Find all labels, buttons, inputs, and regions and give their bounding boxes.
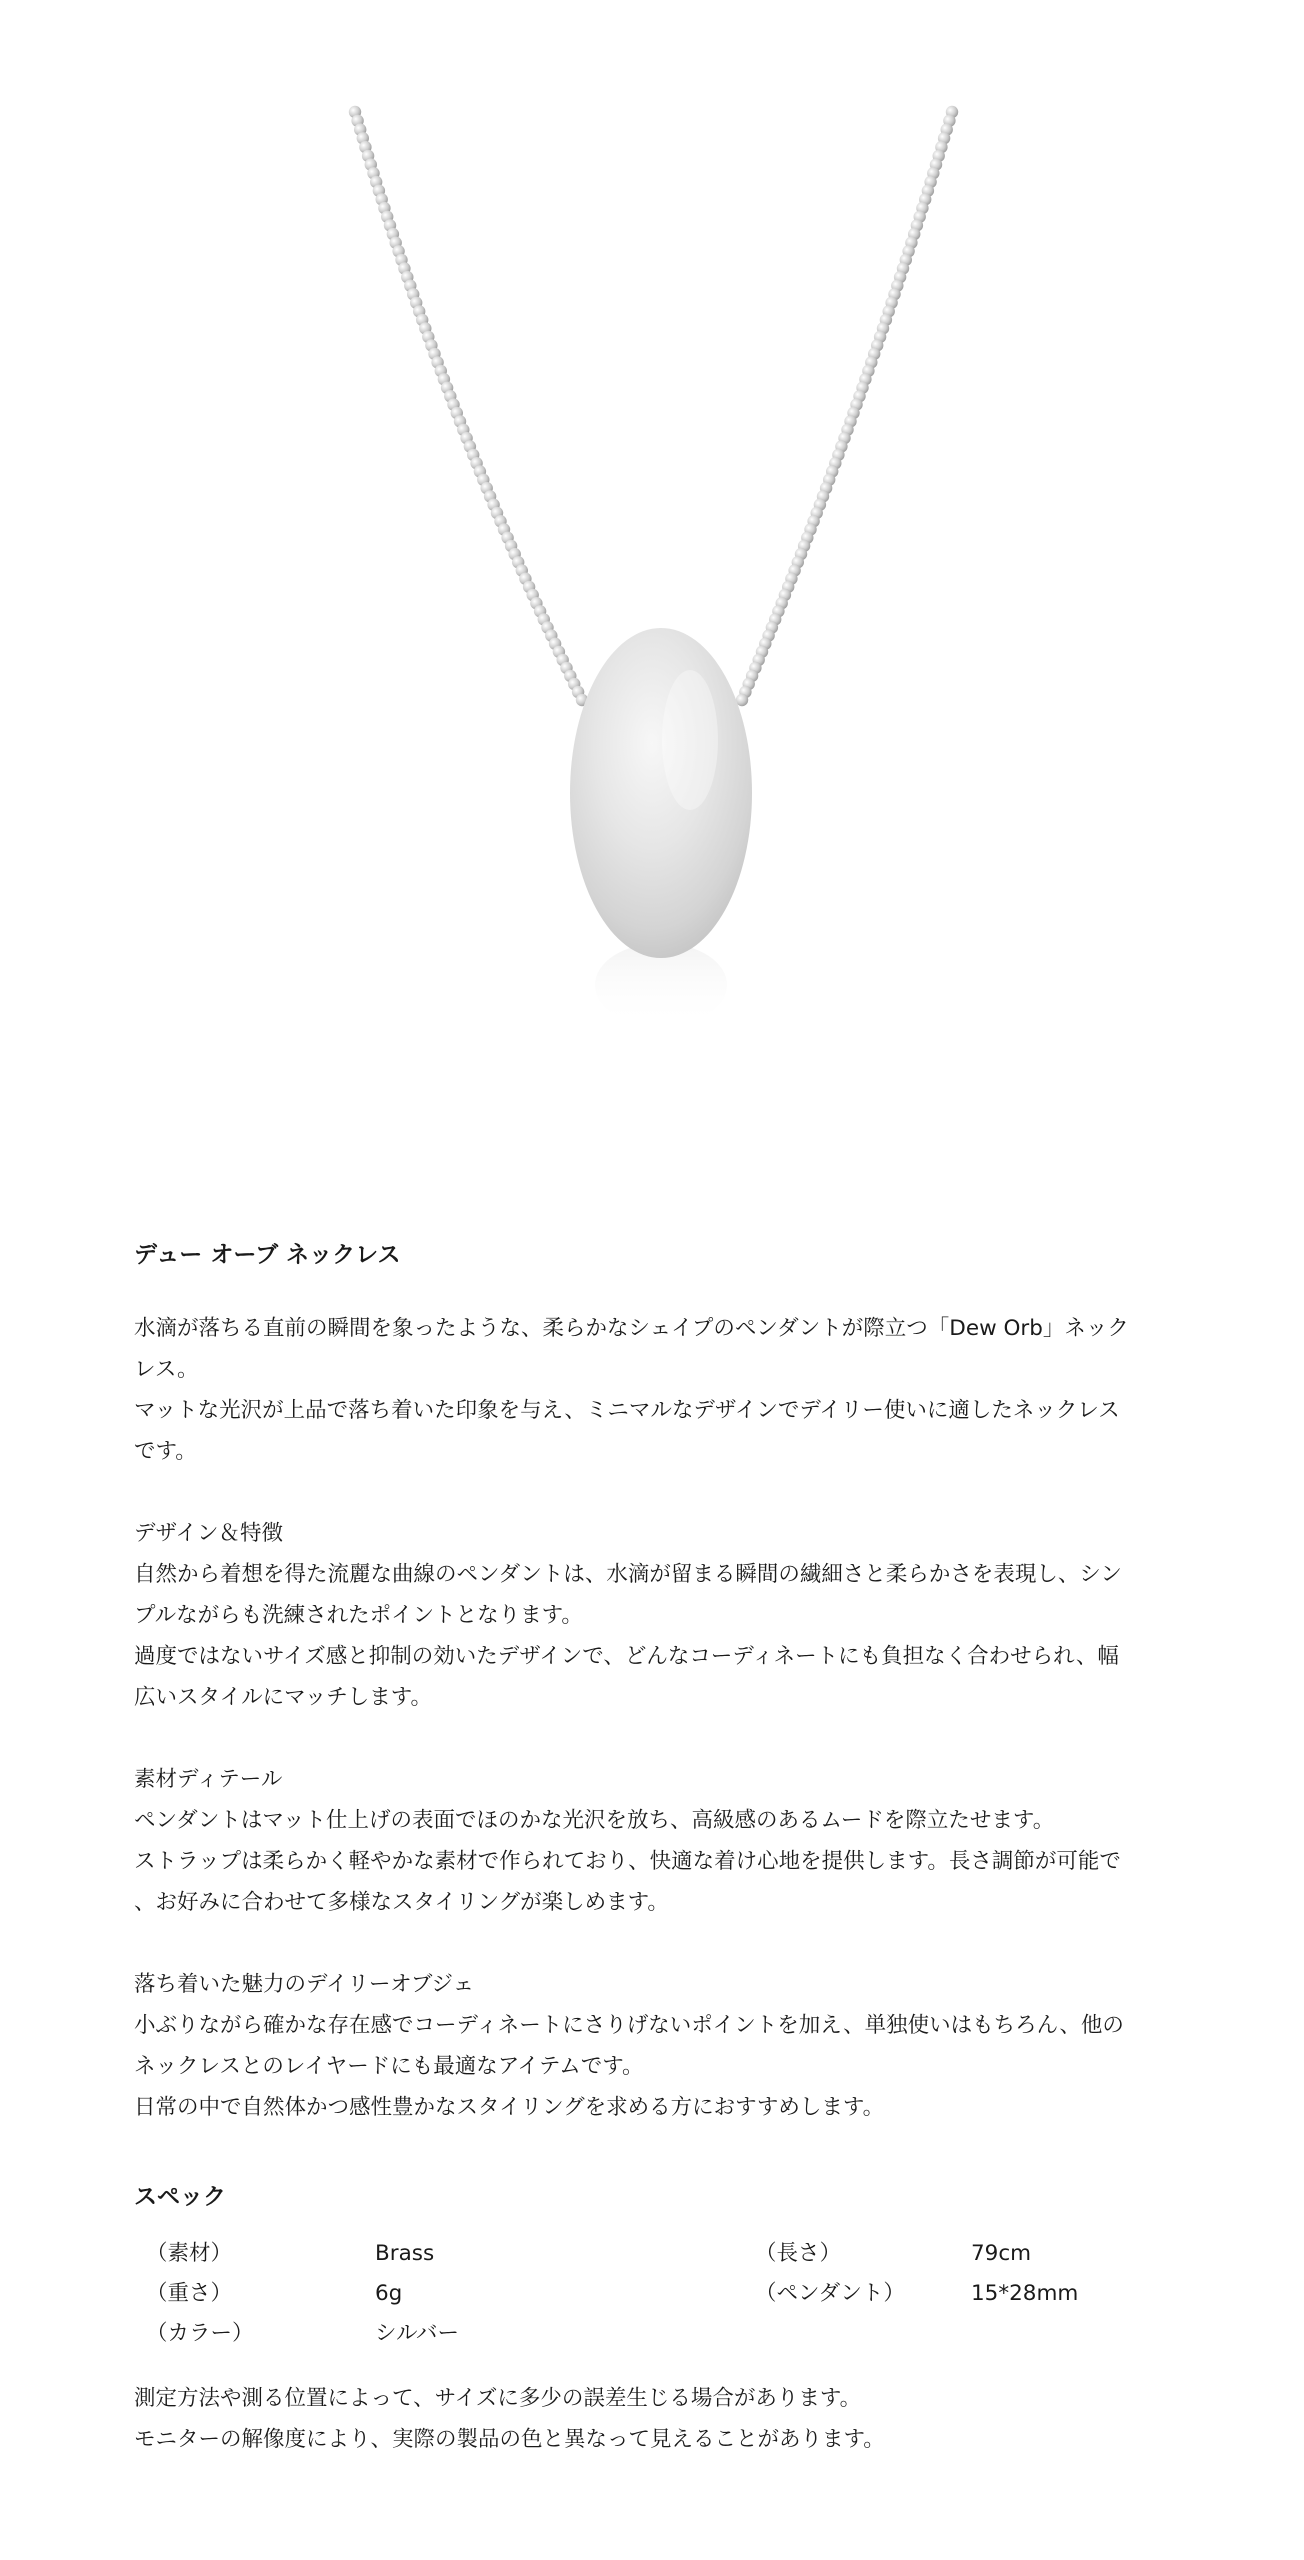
intro-paragraph [134,1308,1179,1472]
intro-line: です。 [134,1439,197,1464]
spec-value: 6g [375,2281,403,2306]
spec-label: （長さ） [755,2241,842,2266]
spec-title: スペック [134,2184,226,2210]
section-line: ペンダントはマット仕上げの表面でほのかな光沢を放ち、高級感のあるムードを際立たせます。 [134,1808,1055,1833]
product-photo [0,0,1304,1180]
spec-label: （ペンダント） [755,2281,905,2306]
product-title: デュー オーブ ネックレス [134,1242,401,1268]
spec-label: （素材） [146,2241,233,2266]
note-line: 測定方法や測る位置によって、サイズに多少の誤差生じる場合があります。 [134,2386,862,2411]
necklace-image [0,0,1304,1180]
product-description [134,1238,1179,2460]
section-heading: デザイン＆特徴 [134,1521,283,1546]
section-heading: 素材ディテール [134,1767,283,1792]
section-line: 自然から着想を得た流麗な曲線のペンダントは、水滴が留まる瞬間の繊細さと柔らかさを表現し、シン [134,1562,1122,1587]
section-line: プルながらも洗練されたポイントとなります。 [134,1603,583,1628]
section-line: ネックレスとのレイヤードにも最適なアイテムです。 [134,2054,644,2079]
section-line: 、お好みに合わせて多様なスタイリングが楽しめます。 [134,1890,669,1915]
intro-line: 水滴が落ちる直前の瞬間を象ったような、柔らかなシェイプのペンダントが際立つ「Dew Orb」ネック [134,1316,1129,1341]
section-line: 日常の中で自然体かつ感性豊かなスタイリングを求める方におすすめします。 [134,2095,885,2120]
section-heading: 落ち着いた魅力のデイリーオブジェ [134,1972,475,1997]
spec-label: （重さ） [146,2281,233,2306]
section-design [134,1513,1179,1718]
spec-value: シルバー [375,2321,459,2346]
section-line: 小ぶりながら確かな存在感でコーディネートにさりげないポイントを加え、単独使いはもちろん、他の [134,2013,1124,2038]
intro-line: マットな光沢が上品で落ち着いた印象を与え、ミニマルなデザインでデイリー使いに適したネックレス [134,1398,1120,1423]
spec-value: 15*28mm [971,2281,1079,2306]
spec-table [146,2234,1179,2354]
section-line: 広いスタイルにマッチします。 [134,1685,432,1710]
spec-value: 79cm [971,2241,1032,2266]
notes [134,2378,1179,2460]
section-material [134,1759,1179,1923]
intro-line: レス。 [134,1357,199,1382]
note-line: モニターの解像度により、実際の製品の色と異なって見えることがあります。 [134,2427,885,2452]
chain-right [736,106,958,706]
pendant-highlight [662,670,718,810]
spec-value [971,2314,1171,2354]
chain-left [349,106,588,706]
pendant-orb [570,628,752,958]
spec-value: Brass [375,2241,435,2266]
section-daily [134,1964,1179,2128]
section-line: 過度ではないサイズ感と抑制の効いたデザインで、どんなコーディネートにも負担なく合わせられ、幅 [134,1644,1119,1669]
section-line: ストラップは柔らかく軽やかな素材で作られており、快適な着け心地を提供します。長さ調節が可能で [134,1849,1121,1874]
spec-label: （カラー） [146,2321,254,2346]
spec-label [755,2314,971,2354]
